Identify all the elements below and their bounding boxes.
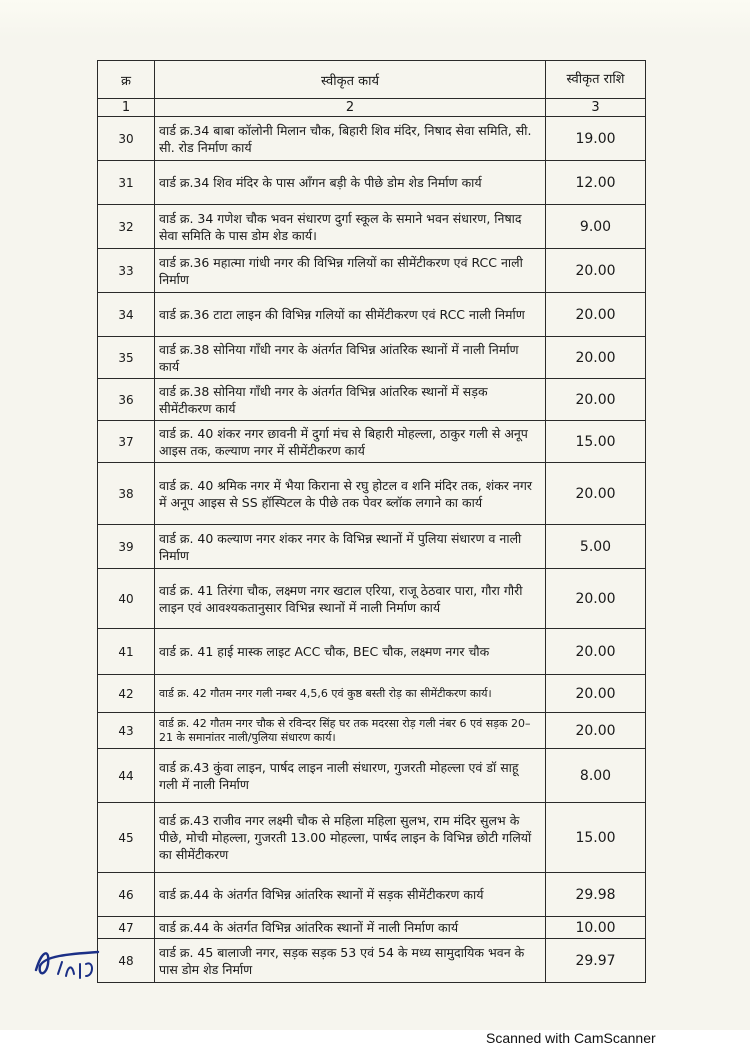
row-amount: 20.00 <box>546 249 646 293</box>
row-sl: 32 <box>98 205 155 249</box>
table-row <box>98 421 646 463</box>
row-sl: 47 <box>98 917 155 939</box>
header-amount: स्वीकृत राशि <box>546 61 646 99</box>
column-number-row <box>98 99 646 117</box>
row-amount: 20.00 <box>546 713 646 749</box>
row-amount: 29.98 <box>546 873 646 917</box>
row-sl: 31 <box>98 161 155 205</box>
row-sl: 35 <box>98 337 155 379</box>
row-sl: 48 <box>98 939 155 983</box>
works-table <box>97 60 646 983</box>
row-amount: 20.00 <box>546 675 646 713</box>
table-row <box>98 803 646 873</box>
row-sl: 46 <box>98 873 155 917</box>
row-description: वार्ड क्र. 45 बालाजी नगर, सड़क सड़क 53 एवं 54 के मध्य सामुदायिक भवन के पास डोम शेड निर्माण <box>155 939 546 983</box>
row-sl: 39 <box>98 525 155 569</box>
row-description: वार्ड क्र.36 महात्मा गांधी नगर की विभिन्न गलियों का सीमेंटीकरण एवं RCC नाली निर्माण <box>155 249 546 293</box>
row-amount: 12.00 <box>546 161 646 205</box>
row-description: वार्ड क्र.38 सोनिया गाँधी नगर के अंतर्गत विभिन्न आंतरिक स्थानों में सड़क सीमेंटीकरण कार्य <box>155 379 546 421</box>
table-row <box>98 463 646 525</box>
table-row <box>98 293 646 337</box>
row-amount: 20.00 <box>546 379 646 421</box>
row-amount: 19.00 <box>546 117 646 161</box>
column-number-2: 2 <box>155 99 546 117</box>
scanner-watermark: Scanned with CamScanner <box>486 1030 656 1046</box>
row-description: वार्ड क्र.43 राजीव नगर लक्ष्मी चौक से महिला महिला सुलभ, राम मंदिर सुलभ के पीछे, मोची मोहल्ला, गुजरती 13.00 मोहल्ला, पार्षद लाइन के विभिन्न छोटी गलियों का सीमेंटीकरण <box>155 803 546 873</box>
row-amount: 9.00 <box>546 205 646 249</box>
header-work: स्वीकृत कार्य <box>155 61 546 99</box>
row-sl: 30 <box>98 117 155 161</box>
row-amount: 29.97 <box>546 939 646 983</box>
row-description: वार्ड क्र.34 बाबा कॉलोनी मिलान चौक, बिहारी शिव मंदिर, निषाद सेवा समिति, सी. सी. रोड निर्माण कार्य <box>155 117 546 161</box>
table-row <box>98 749 646 803</box>
row-sl: 40 <box>98 569 155 629</box>
table-row <box>98 379 646 421</box>
table-row <box>98 205 646 249</box>
row-description: वार्ड क्र. 34 गणेश चौक भवन संधारण दुर्गा स्कूल के समाने भवन संधारण, निषाद सेवा समिति के पास डोम शेड कार्य। <box>155 205 546 249</box>
row-sl: 36 <box>98 379 155 421</box>
row-amount: 15.00 <box>546 803 646 873</box>
column-number-3: 3 <box>546 99 646 117</box>
row-amount: 20.00 <box>546 337 646 379</box>
row-description: वार्ड क्र. 41 हाई मास्क लाइट ACC चौक, BEC चौक, लक्ष्मण नगर चौक <box>155 629 546 675</box>
row-description: वार्ड क्र.44 के अंतर्गत विभिन्न आंतरिक स्थानों में सड़क सीमेंटीकरण कार्य <box>155 873 546 917</box>
row-description: वार्ड क्र.43 कुंवा लाइन, पार्षद लाइन नाली संधारण, गुजरती मोहल्ला एवं डॉ साहू गली में नाली निर्माण <box>155 749 546 803</box>
row-description: वार्ड क्र. 40 कल्याण नगर शंकर नगर के विभिन्न स्थानों में पुलिया संधारण व नाली निर्माण <box>155 525 546 569</box>
table-row <box>98 525 646 569</box>
table-row <box>98 917 646 939</box>
row-amount: 20.00 <box>546 293 646 337</box>
row-description: वार्ड क्र. 40 शंकर नगर छावनी में दुर्गा मंच से बिहारी मोहल्ला, ठाकुर गली से अनूप आइस तक, कल्याण नगर में सीमेंटीकरण कार्य <box>155 421 546 463</box>
table-row <box>98 713 646 749</box>
row-amount: 20.00 <box>546 569 646 629</box>
row-description: वार्ड क्र. 40 श्रमिक नगर में भैया किराना से रघु होटल व शनि मंदिर तक, शंकर नगर में अनूप आइस से SS हॉस्पिटल के पीछे तक पेवर ब्लॉक लगाने का कार्य <box>155 463 546 525</box>
table-row <box>98 161 646 205</box>
handwritten-signature-icon <box>28 930 118 990</box>
row-description: वार्ड क्र. 42 गौतम नगर चौक से रविन्दर सिंह घर तक मदरसा रोड़ गली नंबर 6 एवं सड़क 20–21 के समानांतर नाली/पुलिया संधारण कार्य। <box>155 713 546 749</box>
page-top-shade <box>0 0 750 38</box>
row-description: वार्ड क्र. 41 तिरंगा चौक, लक्ष्मण नगर खटाल एरिया, राजू ठेठवार पारा, गौरा गौरी लाइन एवं आवश्यकतानुसार विभिन्न स्थानों में नाली निर्माण कार्य <box>155 569 546 629</box>
row-description: वार्ड क्र. 42 गौतम नगर गली नम्बर 4,5,6 एवं कुष्ठ बस्ती रोड़ का सीमेंटीकरण कार्य। <box>155 675 546 713</box>
row-sl: 45 <box>98 803 155 873</box>
row-description: वार्ड क्र.44 के अंतर्गत विभिन्न आंतरिक स्थानों में नाली निर्माण कार्य <box>155 917 546 939</box>
row-description: वार्ड क्र.36 टाटा लाइन की विभिन्न गलियों का सीमेंटीकरण एवं RCC नाली निर्माण <box>155 293 546 337</box>
row-amount: 15.00 <box>546 421 646 463</box>
row-description: वार्ड क्र.34 शिव मंदिर के पास आँगन बड़ी के पीछे डोम शेड निर्माण कार्य <box>155 161 546 205</box>
table-row <box>98 249 646 293</box>
table-row <box>98 675 646 713</box>
row-sl: 41 <box>98 629 155 675</box>
row-sl: 33 <box>98 249 155 293</box>
header-sl: क्र <box>98 61 155 99</box>
table-row <box>98 569 646 629</box>
row-sl: 42 <box>98 675 155 713</box>
row-sl: 44 <box>98 749 155 803</box>
row-sl: 43 <box>98 713 155 749</box>
table-row <box>98 629 646 675</box>
row-amount: 20.00 <box>546 463 646 525</box>
row-description: वार्ड क्र.38 सोनिया गाँधी नगर के अंतर्गत विभिन्न आंतरिक स्थानों में नाली निर्माण कार्य <box>155 337 546 379</box>
table-row <box>98 117 646 161</box>
header-row <box>98 61 646 99</box>
row-amount: 20.00 <box>546 629 646 675</box>
row-amount: 10.00 <box>546 917 646 939</box>
row-sl: 37 <box>98 421 155 463</box>
row-sl: 34 <box>98 293 155 337</box>
table-row <box>98 873 646 917</box>
row-sl: 38 <box>98 463 155 525</box>
row-amount: 5.00 <box>546 525 646 569</box>
column-number-1: 1 <box>98 99 155 117</box>
table-row <box>98 939 646 983</box>
row-amount: 8.00 <box>546 749 646 803</box>
table-row <box>98 337 646 379</box>
